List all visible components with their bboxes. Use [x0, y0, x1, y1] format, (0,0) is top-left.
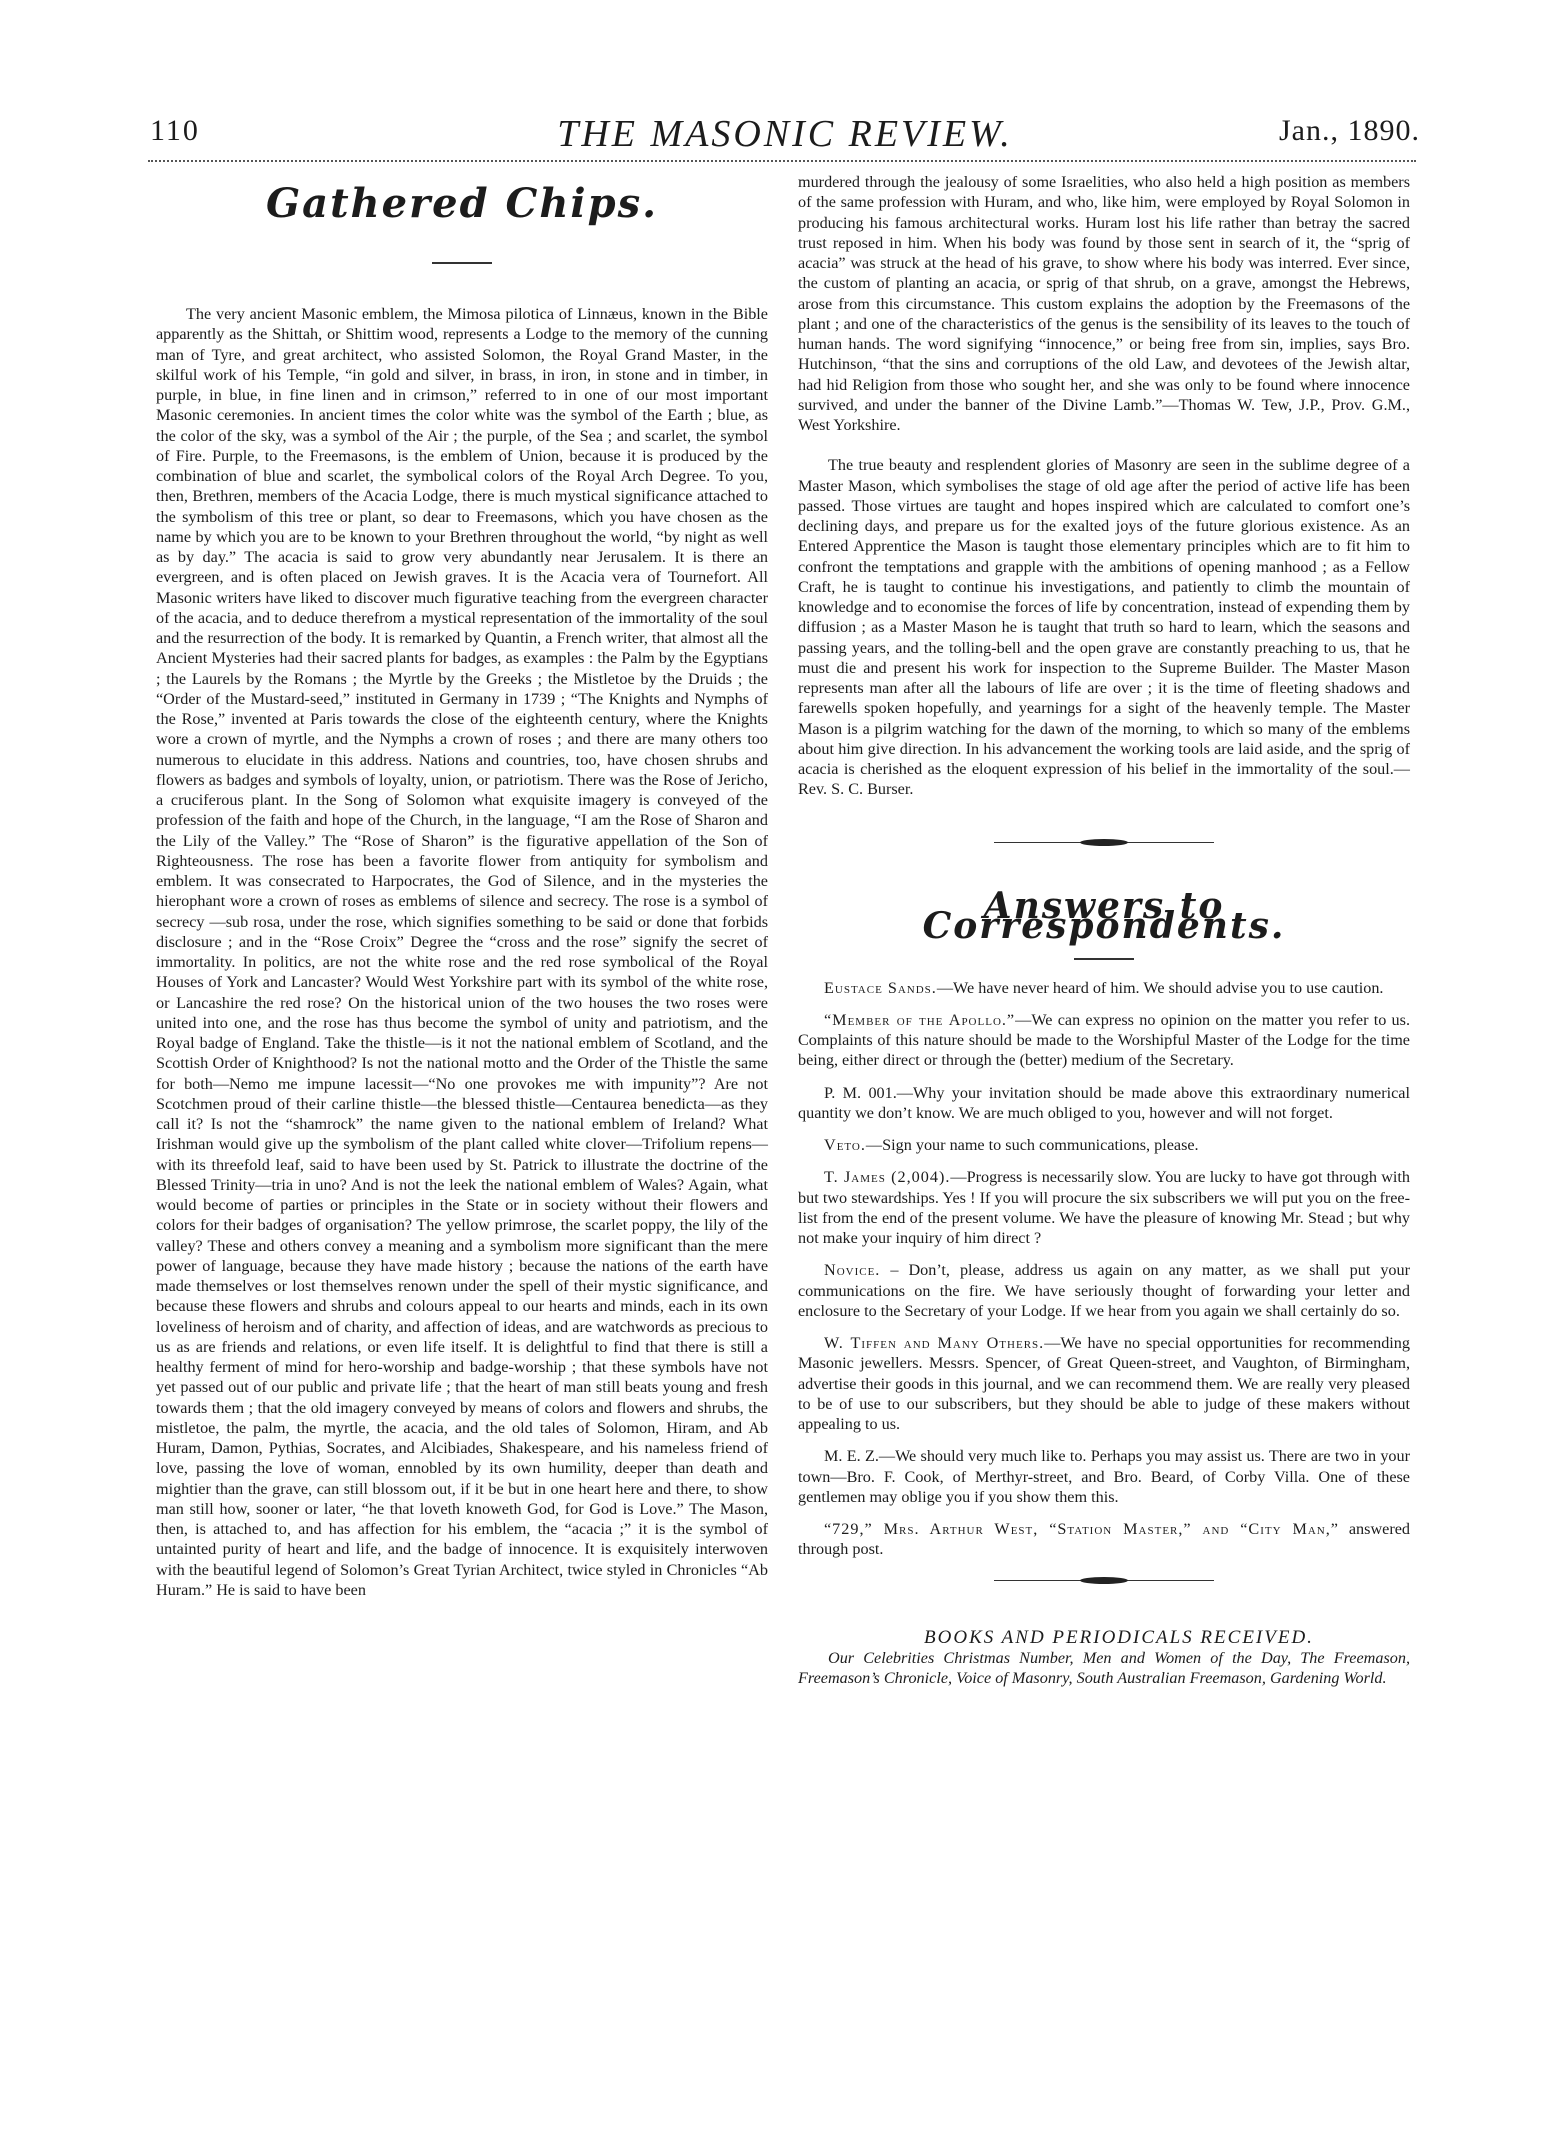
answer-correspondent: Veto. — [824, 1136, 866, 1154]
heading-rule — [432, 262, 492, 264]
answers-list — [798, 978, 1410, 1560]
left-column — [156, 168, 768, 1600]
answer-item — [798, 1519, 1410, 1560]
answer-correspondent: Novice. — [824, 1261, 881, 1280]
page-number: 110 — [150, 114, 200, 147]
journal-title: THE MASONIC REVIEW. — [557, 113, 1013, 155]
answer-item — [798, 1167, 1410, 1248]
answer-correspondent: “Member of the Apollo.” — [824, 1010, 1016, 1029]
answer-item — [798, 1333, 1410, 1434]
answer-correspondent: “729,” Mrs. Arthur West, “Station Master,” and “City Man,” — [824, 1520, 1339, 1538]
answer-correspondent: T. James (2,004). — [824, 1168, 951, 1187]
answer-text: —Why your invitation should be made above this extraordinary numerical quantity we don’t know. We are much obliged to you, however and will not forget. — [798, 1083, 1410, 1122]
article-paragraph: The very ancient Masonic emblem, the Mimosa pilotica of Linnæus, known in the Bible apparently as the Shittah, or Shittim wood, represents a Lodge to the memory of the cunning man of Tyre, and great architect, who assisted Solomon, the Royal Grand Master, in the skilful work of his Temple, “in gold and silver, in brass, in iron, in stone and in timber, in purple, in blue, in fine linen and in crimson,” referred to in one of our most important Masonic ceremonies. In ancient times the color white was the symbol of the Earth ; blue, as the color of the sky, was a symbol of the Air ; the purple, of the Sea ; and scarlet, the symbol of Fire. Purple, to the Freemasons, is the emblem of Union, because it is produced by the combination of blue and scarlet, the symbolical colors of the Royal Arch Degree. To you, then, Brethren, members of the Acacia Lodge, there is much mystical significance attached to the symbolism of this tree or plant, so dear to Freemasons, which you have chosen as the name by which you are to be known to your Brethren throughout the world, “by night as well as by day.” The acacia is said to grow very abundantly near Jerusalem. It is there an evergreen, and is often placed on Jewish graves. It is the Acacia vera of Tournefort. All Masonic writers have liked to discover much figurative teaching from the evergreen character of the acacia, and to deduce therefrom a mystical representation of the immortality of the soul and the resurrection of the body. It is remarked by Quantin, a French writer, that almost all the Ancient Mysteries had their sacred plants for badges, as examples : the Palm by the Egyptians ; the Laurels by the Romans ; the Myrtle by the Greeks ; the Mistletoe by the Druids ; the “Order of the Mustard-seed,” instituted in Germany in 1739 ; “The Knights and Nymphs of the Rose,” invented at Paris towards the close of the eighteenth century, where the Knights wore a crown of myrtle, and the Nymphs a crown of roses ; and there are many others too numerous to elucidate in this address. Nations and countries, too, have chosen shrubs and flowers as badges and symbols of loyalty, union, or patriotism. There was the Rose of Jericho, a cruciferous plant. In the Song of Solomon what exquisite imagery is conveyed of the profession of the faith and hope of the Church, in the language, “I am the Rose of Sharon and the Lily of the Valley.” The “Rose of Sharon” is the figurative appellation of the Son of Righteousness. The rose has been a favorite flower from antiquity for symbolism and emblem. It was consecrated to Harpocrates, the God of Silence, and in the mysteries the hierophant wore a crown of roses as emblems of silence and secrecy. The rose is a symbol of secrecy —sub rosa, under the rose, which signifies something to be said or done that forbids disclosure ; and in the “Rose Croix” Degree the “cross and the rose” signify the secret of immortality. In politics, are not the white rose and the red rose symbolical of the Royal Houses of York and Lancaster? Would West Yorkshire part with its symbol of the white rose, or Lancashire the red rose? On the historical union of the two houses the two roses were united into one, and the rose has thus become the symbol of unity and patriotism, and the Royal badge of England. Take the thistle—is it not the national emblem of Scotland, and the Scottish Order of Knighthood? Is not the national motto and the Order of the Thistle the same for both—Nemo me impune lacessit—“No one provokes me with impunity”? Are not Scotchmen proud of their carline thistle—the blessed thistle—Centaurea benedicta—as they call it? Is not the “shamrock” the name given to the national emblem of Ireland? What Irishman would give up the symbolism of the plant called white clover—Trifolium repens—with its threefold leaf, said to have been used by St. Patrick to illustrate the doctrine of the Blessed Trinity—tria in uno? And is not the leek the national emblem of Wales? Again, what would become of parties or principles in the State or in society without their flowers and colors for their badges of organisation? The yellow primrose, the scarlet poppy, the lily of the valley? These and others convey a meaning and a symbolism more significant than the mere power of language, because they have made history ; because the nations of the earth have made themselves or lost themselves renown under the spell of their mystic significance, and because these flowers and shrubs and colours appeal to our hearts and minds, each in its own loveliness of heroism and of charity, and affection of ideas, and are watchwords as precious to us as are friends and relations, or even life itself. It is delightful to find that there is still a healthy ferment of mind for hero-worship and badge-worship ; that these symbols have not yet passed out of our public and private life ; that the heart of man still beats young and fresh towards them ; that the old imagery conveyed by means of colors and flowers and shrubs, the mistletoe, the palm, the myrtle, the acacia, and the old tales of Solomon, Hiram, and Ab Huram, Damon, Pythias, Socrates, and Alcibiades, Shakespeare, and his nameless friend of love, passing the love of woman, ennobled by its own humility, deeper than death and mightier than the grave, can still blossom out, if it be but in one heart here and there, to show man still how, sooner or later, “he that loveth knoweth God, for God is Love.” The Mason, then, is attached to, and has affection for his emblem, the “acacia ;” it is the symbol of untainted purity of heart and life, and the badge of innocence. It is exquisitely interwoven with the beautiful legend of Solomon’s Great Tyrian Architect, twice styled in Chronicles “Ab Huram.” He is said to have been — [156, 305, 768, 1599]
books-received-heading: BOOKS AND PERIODICALS RECEIVED. — [924, 1626, 1314, 1648]
article-paragraph-master-mason: The true beauty and resplendent glories of Masonry are seen in the sublime degree of a Master Mason, which symbolises the stage of old age after the period of active life has been passed. Those virtues are taught and hopes inspired which are calculated to comfort one’s declining days, and prepare us for the exalted joys of the future glorious existence. As an Entered Apprentice the Mason is taught those elementary principles which are to fit him to confront the temptations and grapple with the ambitions of opening manhood ; as a Fellow Craft, he is taught to continue his investigations, and patiently to climb the mountain of knowledge and to economise the forces of life by concentration, instead of expending them by diffusion ; as a Master Mason he is taught that truth so hard to learn, which the seasons and passing years, and the tolling-bell and the open grave are constantly preaching to us, that he must die and present his work for inspection to the Supreme Builder. The Master Mason represents man after all the labours of life are over ; it is the time of fleeting shadows and farewells spoken hopefully, and yearnings for a sight of the heavenly temple. The Master Mason is a pilgrim watching for the dawn of the morning, to which so many of the emblems about him give direction. In his advancement the working tools are laid aside, and the sprig of acacia is cherished as the eloquent expression of his belief in the immortality of the soul.—Rev. S. C. Burser. — [798, 456, 1410, 799]
section-heading-gathered-chips: Gathered Chips. — [265, 180, 659, 227]
right-column — [798, 172, 1410, 1688]
answer-correspondent: Eustace Sands. — [824, 978, 937, 997]
article-continuation: murdered through the jealousy of some Israelities, who also held a high position as members of the same profession with Huram, and who, like him, were employed by Royal Solomon in producing his famous architectural works. Huram lost his life rather than betray the sacred trust reposed in him. When his body was found by those sent in search of it, the “sprig of acacia” was struck at the head of his grave, to show where his body was interred. Ever since, the custom of planting an acacia, or sprig of that shrub, on a grave, amongst the Hebrews, arose from this circumstance. This custom explains the adoption by the Freemasons of the plant ; and one of the characteristics of the genus is the sensibility of its leaves to the touch of human hands. The word signifying “innocence,” or being free from sin, implies, says Bro. Hutchinson, “that the sins and corruptions of the old Law, and devotees of the Jewish altar, had hid Religion from those who sought her, and she was only to be found where innocence survived, and under the banner of the Divine Lamb.”—Thomas W. Tew, J.P., Prov. G.M., West Yorkshire. — [798, 173, 1410, 434]
books-received-list: Our Celebrities Christmas Number, Men and Women of the Day, The Freemason, Freemason’s Chronicle, Voice of Masonry, South Australian Freemason, Gardening World. — [798, 1648, 1410, 1687]
answer-item — [798, 1083, 1410, 1124]
answer-item — [798, 978, 1410, 998]
answer-text: —Progress is necessarily slow. You are lucky to have got through with but two stewardships. Yes ! If you will procure the six subscribers we will put you on the free-list from the end of the present volume. We have the pleasure of knowing Mr. Stead ; but why not make your inquiry of him direct ? — [798, 1168, 1411, 1247]
header-rule — [148, 160, 1416, 162]
answer-text: answered through post. — [798, 1520, 1410, 1559]
answer-text: —We can express no opinion on the matter you refer to us. Complaints of this nature should be made to the Worshipful Master of the Lodge for the time being, either direct or through the (better) medium of the Secretary. — [798, 1010, 1410, 1070]
answer-text: —We have no special opportunities for recommending Masonic jewellers. Messrs. Spencer, of Great Queen-street, and Vaughton, of Birmingham, advertise their goods in this journal, and we can recommend them. We are really very pleased to be of use to our subscribers, but they should be able to judge of these makers without appealing to us. — [798, 1334, 1410, 1433]
answer-item — [798, 1010, 1410, 1071]
answer-text: —We should very much like to. Perhaps you may assist us. There are two in your town—Bro. F. Cook, of Merthyr-street, and Bro. Beard, of Corby Villa. One of these gentlemen may oblige you if you show them this. — [798, 1447, 1411, 1506]
answer-text: —Sign your name to such communications, please. — [865, 1136, 1199, 1154]
issue-date: Jan., 1890. — [1279, 114, 1420, 147]
answer-correspondent: W. Tiffen and Many Others. — [824, 1334, 1045, 1352]
answer-item — [798, 1446, 1410, 1507]
section-divider-ornament — [994, 836, 1214, 850]
section-heading-answers: Answers to Correspondents. — [922, 884, 1286, 947]
running-head — [150, 112, 1420, 164]
answer-text: – Don’t, please, address us again on any matter, as we shall put your communications on the fire. We have seriously thought of forwarding your letter and enclosure to the Secretary of your Lodge. If we hear from you again we shall certainly do so. — [798, 1261, 1410, 1320]
answer-text: —We have never heard of him. We should advise you to use caution. — [936, 978, 1384, 997]
answer-correspondent: P. M. 001. — [824, 1083, 897, 1102]
answer-correspondent: M. E. Z. — [824, 1447, 879, 1466]
heading-rule — [1074, 958, 1134, 960]
answer-item — [798, 1260, 1410, 1321]
answer-item — [798, 1135, 1410, 1155]
section-divider-ornament — [994, 1574, 1214, 1588]
